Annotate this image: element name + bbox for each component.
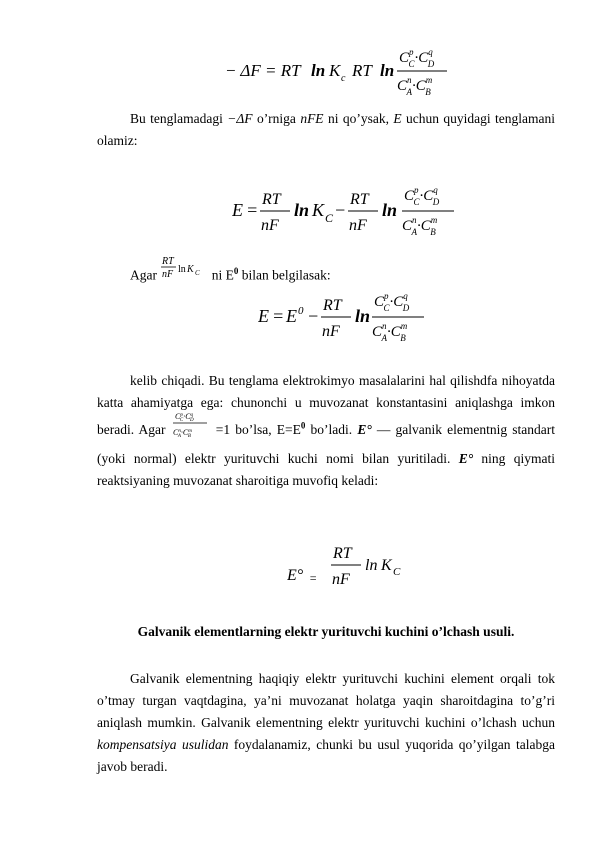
svg-text:ln: ln — [178, 264, 187, 276]
svg-text:E°: E° — [287, 567, 304, 584]
final-italic-text: kompensatsiya usulidan — [97, 737, 229, 752]
final-text: Galvanik elementning haqiqiy elektr yurituvchi kuchini element orqali tok o’tmay turgan vaqtdagina, ya’ni muvozanat holatga yaqin sharoitdagina to’g’ri aniqlash mumkin. Galvanik elementning elektr yurituvchi kuchini o’lchash uchun — [97, 671, 555, 730]
p3-text: =1 bo’lsa, E=E — [210, 422, 301, 438]
svg-text:CnA·CmB: $C^n$ $A\cdot C^m$ B — [402, 215, 438, 237]
svg-text:E: E — [286, 306, 297, 326]
p2-text: bilan belgilasak: — [238, 267, 331, 283]
svg-text:nF: nF — [332, 571, 350, 588]
svg-text:=: = — [309, 571, 318, 585]
svg-text:K: K — [312, 200, 325, 220]
p3-e-standard: E° — [357, 422, 372, 438]
svg-text:K: K — [187, 264, 195, 276]
svg-text:RT: RT — [352, 61, 372, 80]
svg-text:CpC·CqD: $C^p$ $C\cdot C^q$ D — [404, 185, 440, 207]
svg-text:K: K — [381, 557, 392, 574]
equation-3 — [258, 284, 458, 350]
p3-text: bo’ladi. — [305, 422, 358, 438]
svg-text:c: c — [341, 73, 346, 84]
inline-formula-rt-nf-lnkc — [160, 253, 208, 283]
p1-math-nFE: nFE — [300, 111, 324, 126]
p3-text: kelib chiqadi. Bu tenglama elektrokimyo masalalarini hal qilishdfa nihoyatda katta ahamiyatga ega: chunonchi u muvozanat konstantasini aniqlashga imkon beradi. Agar — [97, 373, 555, 438]
paragraph-3 — [97, 370, 555, 492]
svg-text:CnA·CmB: $C^n$ $A\cdot C^m$ B — [372, 321, 408, 343]
svg-text:E: E — [258, 306, 269, 326]
svg-text:RT: RT — [350, 191, 369, 208]
svg-text:ln: ln — [294, 200, 310, 220]
svg-text:ln: ln — [311, 61, 326, 80]
svg-text:nF: nF — [349, 217, 367, 234]
p1-text: o’rniga — [252, 111, 301, 126]
p2-sup: 0 — [233, 266, 239, 276]
svg-text:CpC·CqD: $C^p$ $C\cdot C^q$ D — [399, 47, 435, 69]
section-title: Galvanik elementlarning elektr yurituvchi kuchini o’lchash usuli. — [137, 624, 515, 639]
p2-text: ni E — [211, 267, 234, 283]
p1-math-deltaF: −ΔF — [227, 111, 253, 126]
p2-text: Agar — [130, 267, 161, 283]
svg-text:CpC·CqD: $C^p$ $C\cdot C^q$ D — [174, 412, 194, 423]
svg-text:nF: nF — [322, 323, 340, 340]
equation-4 — [287, 540, 407, 596]
p1-text: Bu tenglamadagi — [130, 111, 228, 126]
p1-text: uchun quyidagi tenglamani olamiz: — [97, 111, 555, 148]
equation-2 — [232, 178, 492, 244]
svg-text:CnA·CmB: $C^n$ $A\cdot C^m$ B — [172, 428, 192, 439]
svg-text:0: 0 — [298, 305, 304, 317]
svg-text:K: K — [329, 61, 341, 80]
final-text: foydalanamiz, chunki bu usul yuqorida qo’yilgan talabga javob beradi. — [97, 737, 555, 774]
paragraph-1 — [97, 108, 555, 152]
svg-text:=: = — [272, 306, 285, 326]
p3-text: — galvanik elementnig standart (yoki normal) elektr yurituvchi kuchi nomi bilan yuritiladi. — [97, 422, 555, 466]
svg-text:− ΔF = RT: − ΔF = RT — [225, 61, 301, 80]
svg-text:−: − — [307, 306, 320, 326]
svg-text:RT: RT — [162, 256, 175, 268]
svg-text:CnA·CmB: $C^n$ $A\cdot C^m$ B — [397, 75, 433, 97]
inline-formula-ratio — [171, 408, 211, 442]
svg-text:RT: RT — [262, 191, 281, 208]
p3-e-standard: E° — [458, 451, 474, 466]
svg-text:nF: nF — [162, 269, 174, 281]
p1-math-E: E — [393, 111, 402, 126]
svg-text:C: C — [393, 566, 401, 578]
svg-text:C: C — [325, 211, 334, 225]
svg-text:RT: RT — [323, 297, 342, 314]
svg-text:ln: ln — [382, 200, 398, 220]
paragraph-final — [97, 668, 555, 778]
svg-text:ln: ln — [355, 306, 371, 326]
svg-text:ln: ln — [380, 61, 395, 80]
equation-1 — [225, 40, 465, 102]
svg-text:CpC·CqD: $C^p$ $C\cdot C^q$ D — [374, 291, 410, 313]
svg-text:E: E — [232, 200, 243, 220]
svg-text:−: − — [334, 200, 347, 220]
svg-text:RT: RT — [333, 545, 352, 562]
svg-text:nF: nF — [261, 217, 279, 234]
svg-text:C: C — [195, 269, 201, 278]
svg-text:=: = — [246, 200, 259, 220]
svg-text:ln: ln — [365, 557, 378, 574]
p1-text: ni qo’ysak, — [323, 111, 394, 126]
p3-sup: 0 — [300, 420, 306, 431]
p3-text: ning qiymati reaktsiyaning muvozanat sharoitiga muvofiq keladi: — [97, 451, 555, 488]
